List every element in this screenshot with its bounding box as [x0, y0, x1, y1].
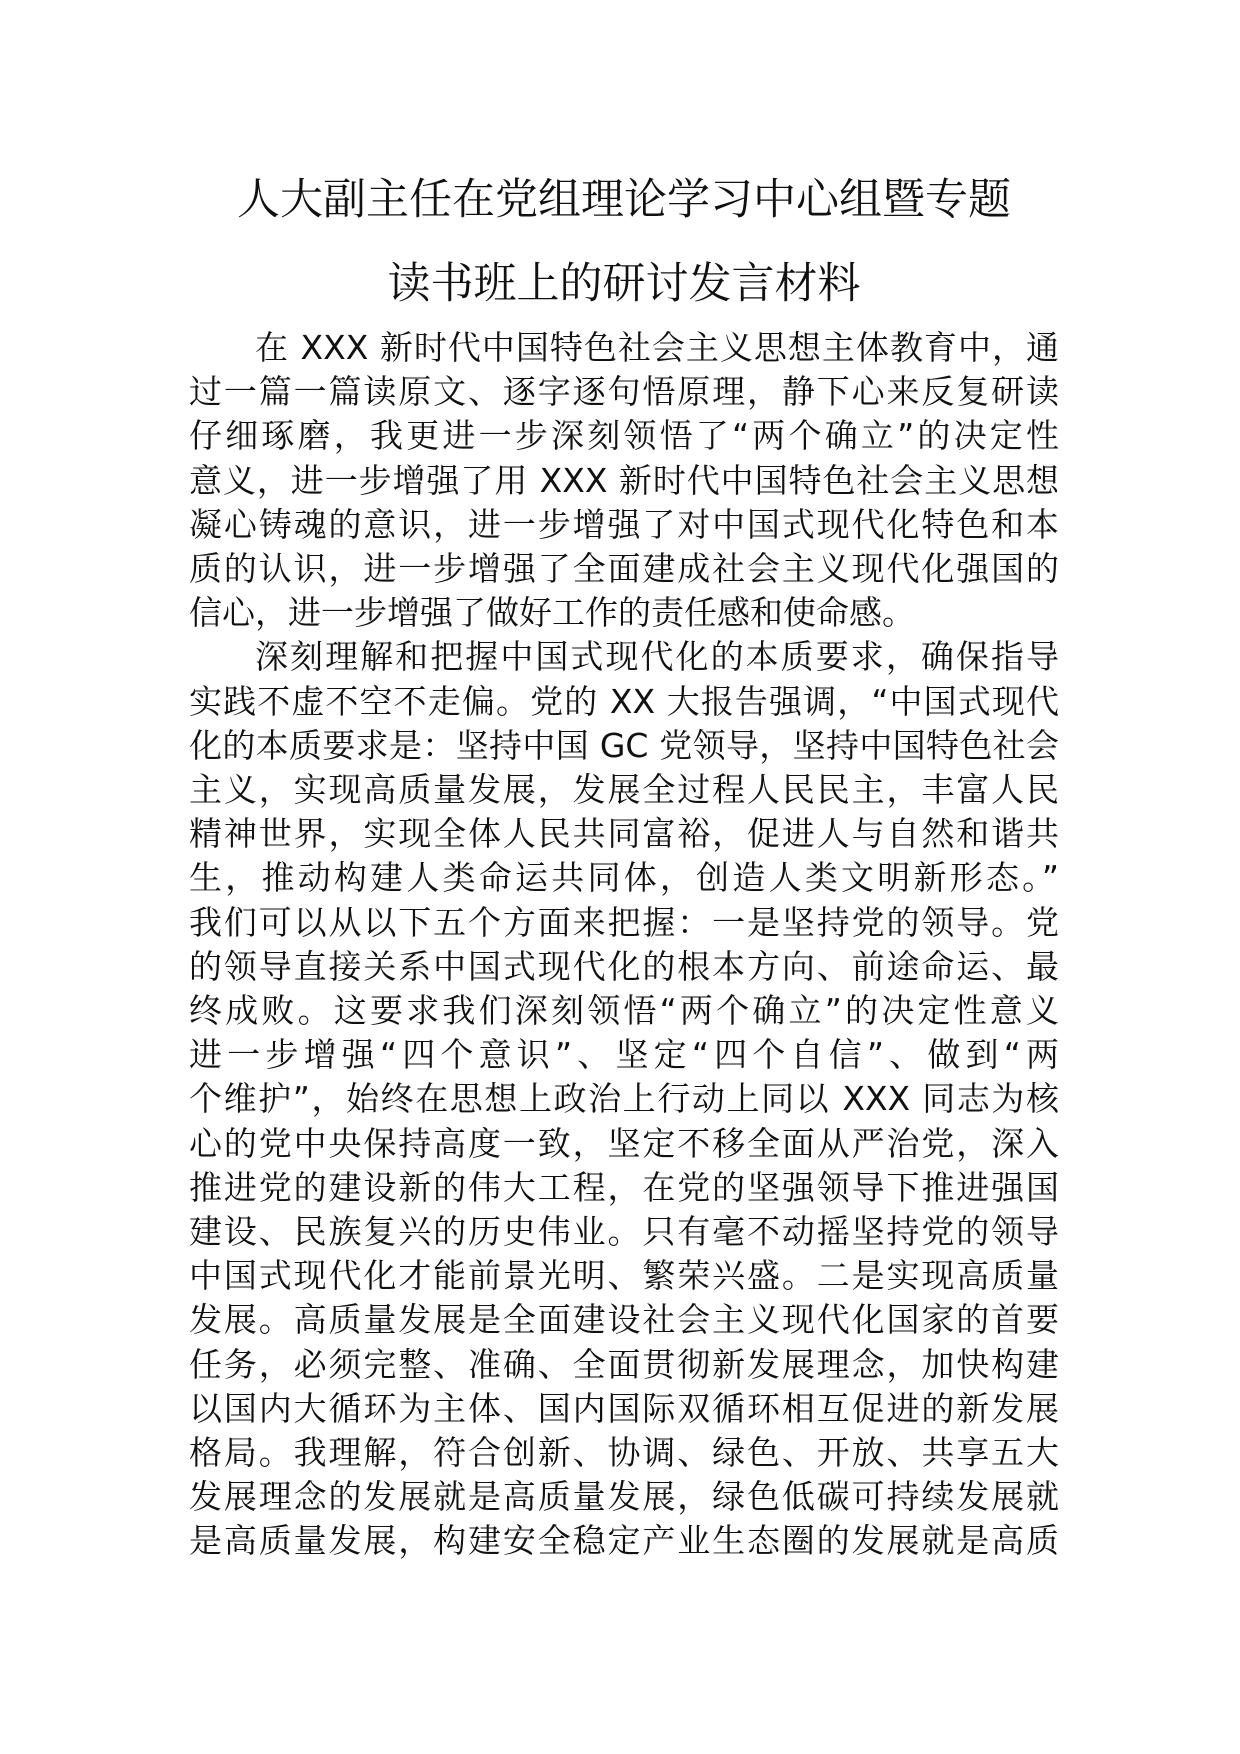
title-line-2: 读书班上的研讨发言材料 — [387, 259, 861, 309]
text-line: 凝心铸魂的意识，进一步增强了对中国式现代化特色和本 — [189, 504, 1059, 544]
text-line: 我们可以从以下五个方面来把握：一是坚持党的领导。党 — [189, 902, 1059, 942]
text-line: 化的本质要求是：坚持中国 GC 党领导，坚持中国特色社会 — [189, 725, 1059, 765]
text-line: 在 XXX 新时代中国特色社会主义思想主体教育中，通 — [255, 328, 1059, 367]
text-line: 以国内大循环为主体、国内国际双循环相互促进的新发展 — [189, 1388, 1059, 1428]
paragraph-2 — [189, 635, 1059, 1563]
text-line: 格局。我理解，符合创新、协调、绿色、开放、共享五大 — [189, 1433, 1059, 1473]
text-line: 发展。高质量发展是全面建设社会主义现代化国家的首要 — [189, 1300, 1059, 1340]
text-line: 进一步增强“四个意识”、坚定“四个自信”、做到“两 — [189, 1035, 1059, 1075]
text-line: 过一篇一篇读原文、逐字逐句悟原理，静下心来反复研读 — [189, 372, 1059, 412]
text-line: 建设、民族复兴的历史伟业。只有毫不动摇坚持党的领导 — [189, 1212, 1059, 1252]
text-line: 生，推动构建人类命运共同体，创造人类文明新形态。” — [189, 858, 1059, 898]
text-line: 推进党的建设新的伟大工程，在党的坚强领导下推进强国 — [189, 1167, 1059, 1207]
text-line: 深刻理解和把握中国式现代化的本质要求，确保指导 — [255, 637, 1059, 677]
document-page — [189, 158, 1059, 1564]
text-line: 个维护”，始终在思想上政治上行动上同以 XXX 同志为核 — [189, 1079, 1059, 1119]
document-body — [189, 326, 1059, 1564]
text-line: 的领导直接关系中国式现代化的根本方向、前途命运、最 — [189, 946, 1059, 986]
text-line: 精神世界，实现全体人民共同富裕，促进人与自然和谐共 — [189, 814, 1059, 854]
text-line: 中国式现代化才能前景光明、繁荣兴盛。二是实现高质量 — [189, 1256, 1059, 1296]
text-line: 发展理念的发展就是高质量发展，绿色低碳可持续发展就 — [189, 1477, 1059, 1517]
text-line: 信心，进一步增强了做好工作的责任感和使命感。 — [189, 593, 915, 633]
paragraph-1 — [189, 326, 1059, 635]
text-line: 仔细琢磨，我更进一步深刻领悟了“两个确立”的决定性 — [189, 416, 1059, 456]
document-title — [189, 158, 1059, 326]
text-line: 意义，进一步增强了用 XXX 新时代中国特色社会主义思想 — [189, 460, 1059, 500]
text-line: 任务，必须完整、准确、全面贯彻新发展理念，加快构建 — [189, 1344, 1059, 1384]
text-line: 终成败。这要求我们深刻领悟“两个确立”的决定性意义 — [189, 991, 1059, 1031]
text-line: 实践不虚不空不走偏。党的 XX 大报告强调，“中国式现代 — [189, 681, 1059, 721]
text-line: 质的认识，进一步增强了全面建成社会主义现代化强国的 — [189, 549, 1059, 589]
text-line: 主义，实现高质量发展，发展全过程人民民主，丰富人民 — [189, 770, 1059, 810]
title-line-1: 人大副主任在党组理论学习中心组暨专题 — [237, 175, 1011, 225]
text-line: 是高质量发展，构建安全稳定产业生态圈的发展就是高质 — [189, 1521, 1059, 1561]
text-line: 心的党中央保持高度一致，坚定不移全面从严治党，深入 — [189, 1123, 1059, 1163]
